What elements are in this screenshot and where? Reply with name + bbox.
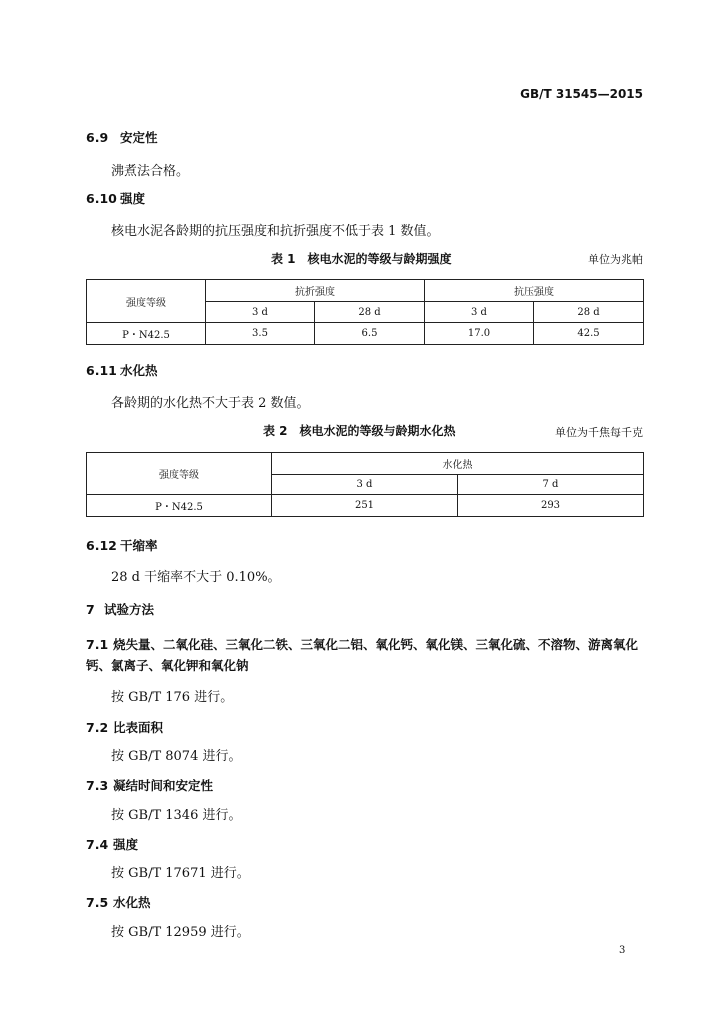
- table-1-group-compressive: 抗压强度: [425, 280, 644, 302]
- table-2-unit: 单位为千焦每千克: [555, 426, 643, 439]
- section-6-9-body: 沸煮法合格。: [111, 164, 190, 179]
- section-number: 7: [86, 602, 95, 617]
- table-1-subheader: 3 d: [206, 302, 315, 323]
- table-1-subheader: 28 d: [315, 302, 425, 323]
- section-7-1-body: 按 GB/T 176 进行。: [111, 690, 234, 705]
- table-1: [86, 279, 644, 345]
- section-7-heading: [86, 600, 154, 618]
- section-6-11-body: 各龄期的水化热不大于表 2 数值。: [111, 396, 310, 411]
- section-number: 7.4: [86, 837, 109, 852]
- section-title: 安定性: [120, 130, 158, 145]
- table-1-grade-header: 强度等级: [87, 280, 206, 323]
- table-2-value-cell: 251: [272, 495, 458, 517]
- table-2: [86, 452, 644, 517]
- section-7-2-heading: [86, 718, 163, 736]
- section-7-5-heading: [86, 893, 151, 911]
- standard-number: GB/T 31545—2015: [520, 87, 643, 101]
- section-title: 水化热: [120, 363, 158, 378]
- section-7-1-heading: [86, 634, 646, 676]
- page-number: 3: [619, 945, 626, 956]
- section-7-2-body: 按 GB/T 8074 进行。: [111, 749, 242, 764]
- section-number: 6.10: [86, 191, 117, 206]
- table-1-grade-cell: P・N42.5: [87, 323, 206, 345]
- section-6-10-heading: [86, 189, 145, 207]
- table-1-value-cell: 3.5: [206, 323, 315, 345]
- section-title: 比表面积: [113, 720, 164, 735]
- section-number: 6.9: [86, 130, 109, 145]
- table-1-value-cell: 42.5: [534, 323, 644, 345]
- table-1-group-flexural: 抗折强度: [206, 280, 425, 302]
- table-1-caption: 表 1 核电水泥的等级与龄期强度: [271, 252, 452, 266]
- table-2-grade-header: 强度等级: [87, 453, 272, 495]
- section-6-10-body: 核电水泥各龄期的抗压强度和抗折强度不低于表 1 数值。: [111, 224, 440, 239]
- table-1-value-cell: 6.5: [315, 323, 425, 345]
- table-2-caption: 表 2 核电水泥的等级与龄期水化热: [263, 424, 456, 438]
- section-number: 6.11: [86, 363, 117, 378]
- table-1-value-cell: 17.0: [425, 323, 534, 345]
- table-2-header-row: [87, 453, 644, 475]
- table-1-subheader: 28 d: [534, 302, 644, 323]
- section-title: 凝结时间和安定性: [113, 778, 214, 793]
- section-6-11-heading: [86, 361, 158, 379]
- section-title: 强度: [113, 837, 139, 852]
- table-2-subheader: 7 d: [458, 475, 644, 495]
- section-title: 强度: [120, 191, 146, 206]
- section-title: 试验方法: [104, 602, 155, 617]
- table-2-value-cell: 293: [458, 495, 644, 517]
- table-2-grade-cell: P・N42.5: [87, 495, 272, 517]
- section-title: 烧失量、二氧化硅、三氧化二铁、三氧化二铝、氧化钙、氧化镁、三氧化硫、不溶物、游离氧化钙、氯离子、氧化钾和氧化钠: [86, 637, 639, 673]
- section-7-3-body: 按 GB/T 1346 进行。: [111, 808, 242, 823]
- table-1-unit: 单位为兆帕: [588, 253, 643, 266]
- section-6-12-body: 28 d 干缩率不大于 0.10%。: [111, 570, 281, 585]
- section-number: 7.1: [86, 637, 109, 652]
- table-2-subheader: 3 d: [272, 475, 458, 495]
- section-title: 水化热: [113, 895, 151, 910]
- table-1-header-row: [87, 280, 644, 302]
- table-row: [87, 323, 644, 345]
- section-7-4-body: 按 GB/T 17671 进行。: [111, 866, 250, 881]
- section-7-4-heading: [86, 835, 138, 853]
- section-number: 7.5: [86, 895, 109, 910]
- section-7-5-body: 按 GB/T 12959 进行。: [111, 925, 250, 940]
- section-6-9-heading: [86, 128, 158, 146]
- section-number: 7.3: [86, 778, 109, 793]
- section-6-12-heading: [86, 536, 158, 554]
- section-number: 6.12: [86, 538, 117, 553]
- section-7-3-heading: [86, 776, 213, 794]
- table-2-group-hydration-heat: 水化热: [272, 453, 644, 475]
- table-1-subheader: 3 d: [425, 302, 534, 323]
- section-number: 7.2: [86, 720, 109, 735]
- table-row: [87, 495, 644, 517]
- section-title: 干缩率: [120, 538, 158, 553]
